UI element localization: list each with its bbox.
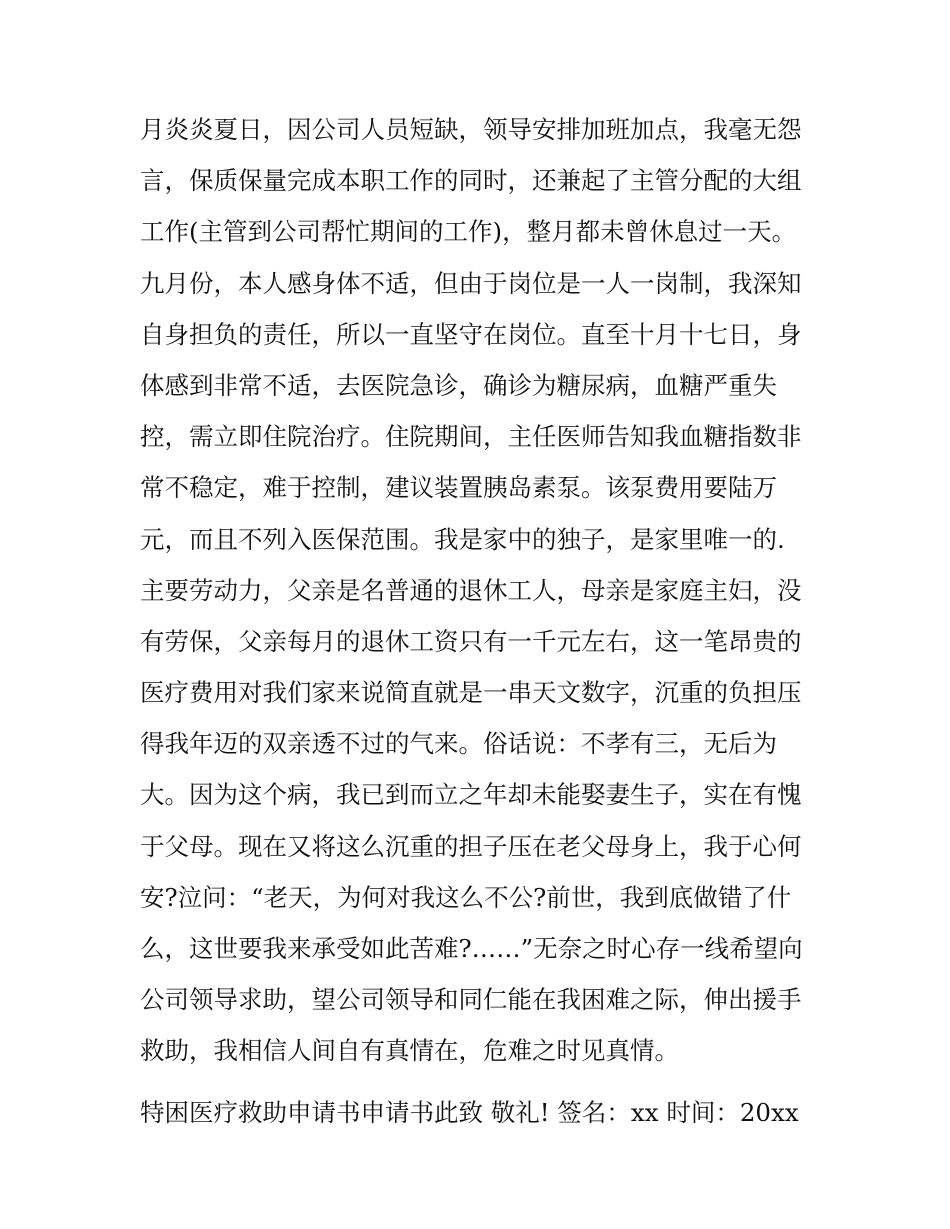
body-line: 常不稳定，难于控制，建议装置胰岛素泵。该泵费用要陆万 [140,473,777,503]
body-line: 控，需立即住院治疗。住院期间，主任医师告知我血糖指数非 [140,422,802,452]
body-line: 公司领导求助，望公司领导和同仁能在我困难之际，伸出援手 [140,985,802,1015]
body-line: 医疗费用对我们家来说简直就是一串天文数字，沉重的负担压 [140,678,802,708]
body-line: 九月份，本人感身体不适，但由于岗位是一人一岗制，我深知 [140,268,802,298]
body-line: 得我年迈的双亲透不过的气来。俗话说：不孝有三，无后为 [140,729,777,759]
body-line: 救助，我相信人间自有真情在，危难之时见真情。 [140,1036,679,1066]
body-line: 月炎炎夏日，因公司人员短缺，领导安排加班加点，我毫无怨 [140,115,802,144]
body-line: 体感到非常不适，去医院急诊，确诊为糖尿病，血糖严重失 [140,370,777,400]
body-line: 安?泣问：“老天，为何对我这么不公?前世，我到底做错了什 [140,882,792,912]
body-line: 言，保质保量完成本职工作的同时，还兼起了主管分配的大组 [140,166,802,196]
body-line: 自身担负的责任，所以一直坚守在岗位。直至十月十七日，身 [140,319,802,349]
closing-signature-line: 特困医疗救助申请书申请书此致 敬礼! 签名：xx 时间：20xx [140,1097,799,1127]
body-line: 有劳保，父亲每月的退休工资只有一千元左右，这一笔昂贵的 [140,626,802,656]
body-line: 大。因为这个病，我已到而立之年却未能娶妻生子，实在有愧 [140,780,802,810]
body-line: 么，这世要我来承受如此苦难?……”无奈之时心存一线希望向 [140,934,803,963]
body-line: 于父母。现在又将这么沉重的担子压在老父母身上，我于心何 [140,831,802,861]
body-line: 主要劳动力，父亲是名普通的退休工人，母亲是家庭主妇，没 [140,575,802,605]
document-body [140,104,820,1138]
body-line: 工作(主管到公司帮忙期间的工作)，整月都未曾休息过一天。 [140,217,797,247]
body-line: 元，而且不列入医保范围。我是家中的独子，是家里唯一的. [140,524,785,554]
